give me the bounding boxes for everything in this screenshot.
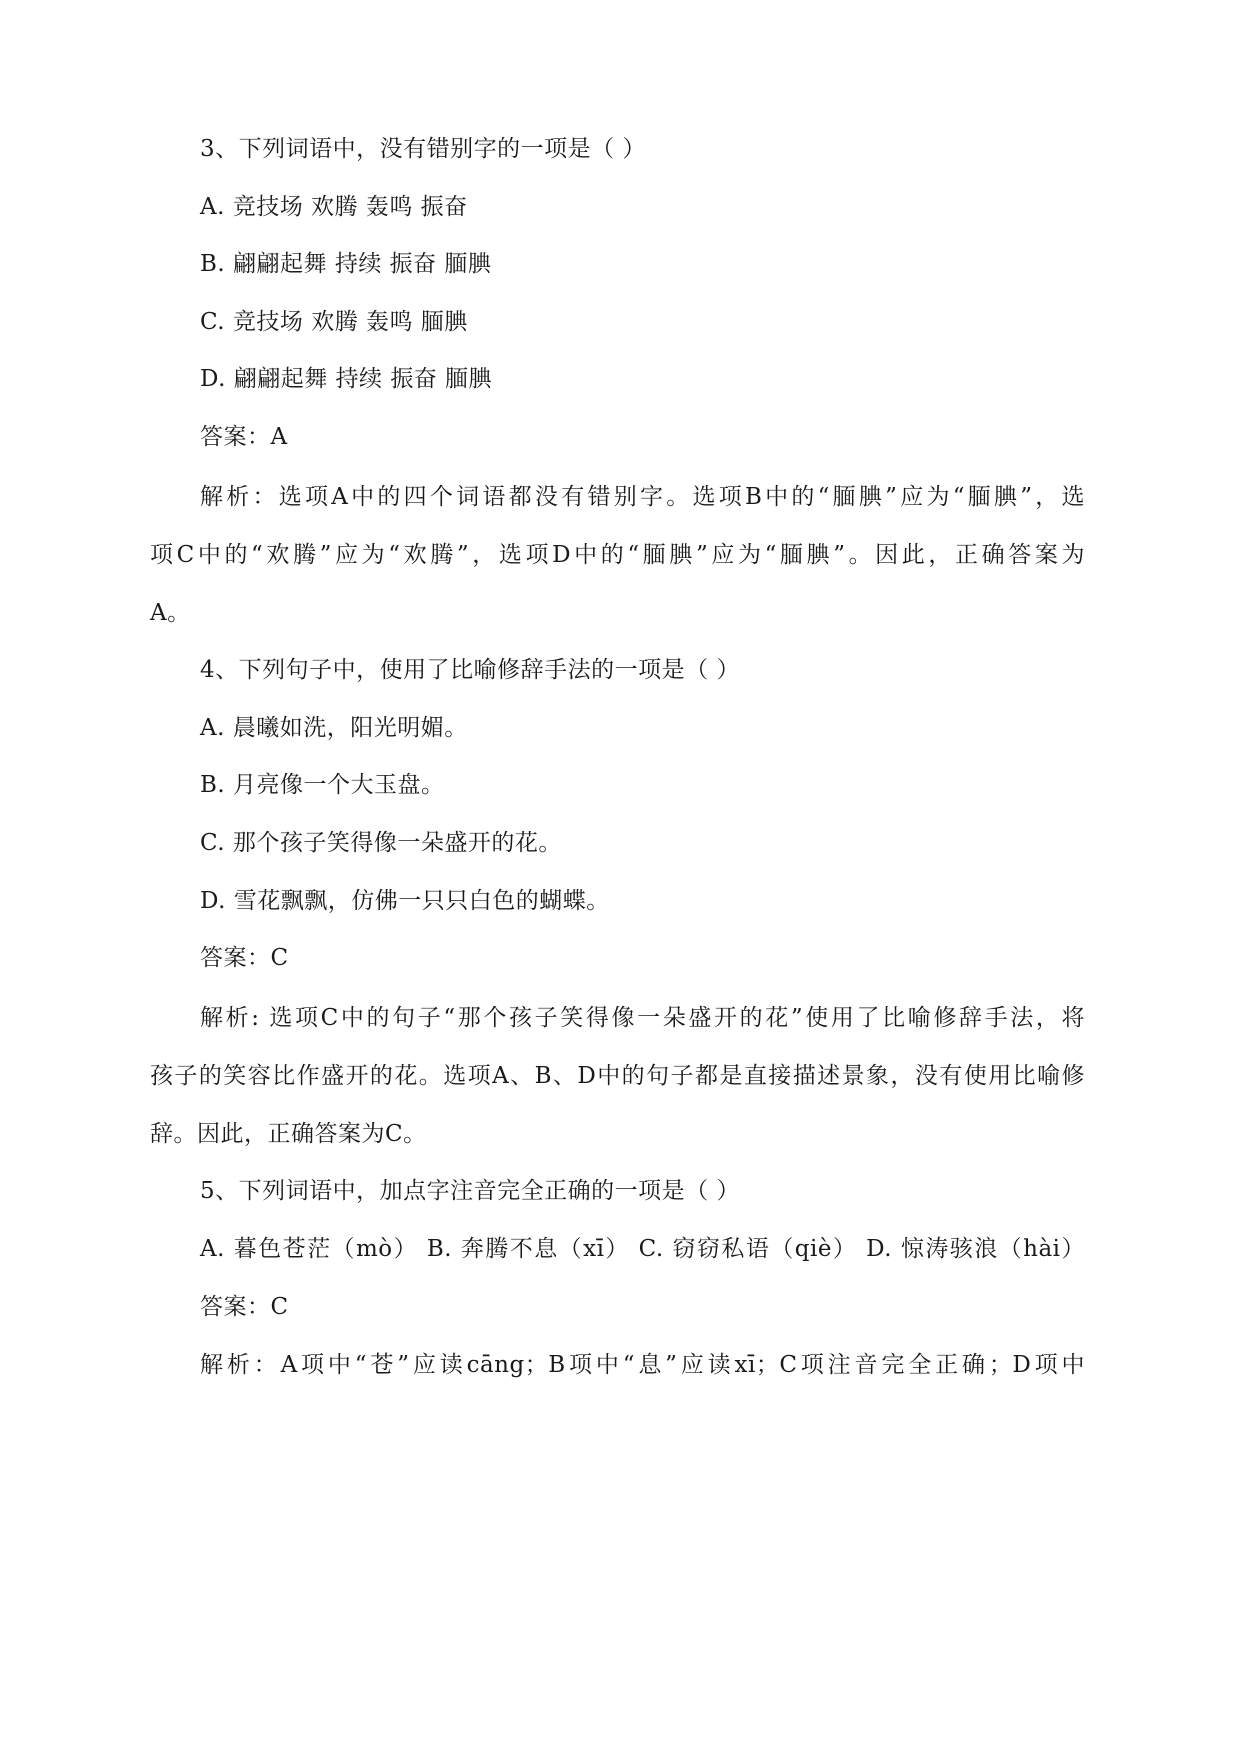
question-3-analysis-line-1: 解析：选项A中的四个词语都没有错别字。选项B中的“腼腆”应为“腼腆”，选: [200, 484, 1085, 510]
question-4-text: 4、下列句子中，使用了比喻修辞手法的一项是（ ）: [200, 657, 740, 683]
question-3-option-d: D. 翩翩起舞 持续 振奋 腼腆: [200, 366, 493, 392]
question-4-option-c: C. 那个孩子笑得像一朵盛开的花。: [200, 830, 562, 856]
question-5-answer: 答案：C: [200, 1294, 289, 1320]
question-3-option-b: B. 翩翩起舞 持续 振奋 腼腆: [200, 251, 492, 277]
question-4-answer: 答案：C: [200, 945, 289, 971]
question-3-answer: 答案：A: [200, 424, 288, 450]
question-3-option-c: C. 竞技场 欢腾 轰鸣 腼腆: [200, 309, 468, 335]
question-5-analysis-line-1: 解析：A项中“苍”应读cāng；B项中“息”应读xī；C项注音完全正确；D项中: [200, 1352, 1085, 1378]
question-4-option-a: A. 晨曦如洗，阳光明媚。: [200, 715, 468, 741]
question-4-option-d: D. 雪花飘飘，仿佛一只只白色的蝴蝶。: [200, 888, 610, 914]
question-4-analysis-line-3: 辞。因此，正确答案为C。: [150, 1121, 427, 1147]
question-4-option-b: B. 月亮像一个大玉盘。: [200, 772, 445, 798]
question-4-analysis-line-1: 解析: 选项C中的句子“那个孩子笑得像一朵盛开的花”使用了比喻修辞手法，将: [200, 1005, 1085, 1031]
question-3-text: 3、下列词语中，没有错别字的一项是（ ）: [200, 136, 646, 162]
question-3-option-a: A. 竞技场 欢腾 轰鸣 振奋: [200, 194, 468, 220]
question-5-text: 5、下列词语中，加点字注音完全正确的一项是（ ）: [200, 1178, 740, 1204]
question-3-analysis-line-3: A。: [150, 600, 191, 626]
question-5-options: A. 暮色苍茫（mò） B. 奔腾不息（xī） C. 窃窃私语（qiè） D. 惊涛骇浪（hài）: [200, 1236, 1085, 1262]
question-3-analysis-line-2: 项C中的“欢腾”应为“欢腾”，选项D中的“腼腆”应为“腼腆”。因此，正确答案为: [150, 542, 1085, 568]
question-4-analysis-line-2: 孩子的笑容比作盛开的花。选项A、B、D中的句子都是直接描述景象，没有使用比喻修: [150, 1063, 1085, 1089]
